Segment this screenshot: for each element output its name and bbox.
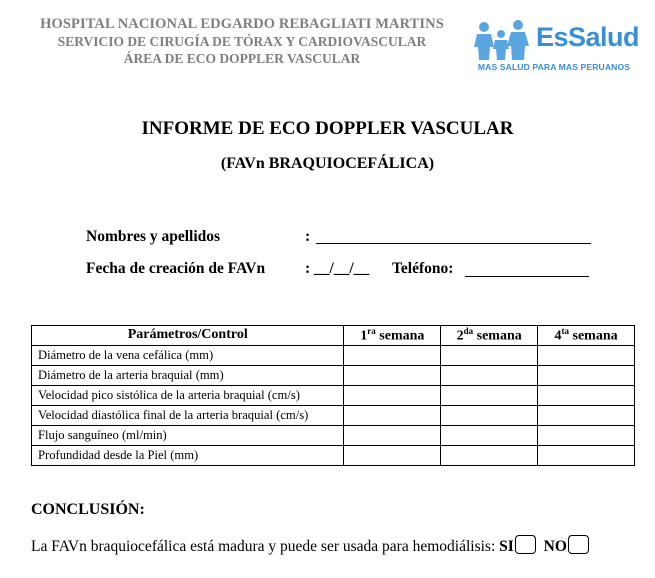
- logo-tagline: MAS SALUD PARA MAS PERUANOS: [477, 62, 631, 72]
- week-1-cell[interactable]: [344, 385, 441, 405]
- report-title: INFORME DE ECO DOPPLER VASCULAR: [141, 118, 514, 139]
- report-subtitle: (FAVn BRAQUIOCEFÁLICA): [220, 155, 435, 172]
- parameter-label: Velocidad pico sistólica de la arteria braquial (cm/s): [32, 385, 344, 405]
- week-4-cell[interactable]: [538, 345, 635, 365]
- conclusion-heading: CONCLUSIÓN:: [31, 501, 145, 518]
- parameter-label: Diámetro de la arteria braquial (mm): [32, 365, 344, 385]
- logo-wordmark: EsSalud: [536, 22, 640, 52]
- conclusion-text: La FAVn braquiocefálica está madura y puede ser usada para hemodiálisis:: [31, 538, 500, 555]
- yes-checkbox[interactable]: [515, 535, 536, 554]
- parameter-label: Profundidad desde la Piel (mm): [32, 445, 344, 465]
- parameter-label: Diámetro de la vena cefálica (mm): [32, 345, 344, 365]
- table-row: [32, 425, 635, 445]
- week-2-cell[interactable]: [441, 425, 538, 445]
- week-4-cell[interactable]: [538, 405, 635, 425]
- parameter-label: Velocidad diastólica final de la arteria braquial (cm/s): [32, 405, 344, 425]
- week-4-cell[interactable]: [538, 385, 635, 405]
- week-2-cell[interactable]: [441, 365, 538, 385]
- week-1-cell[interactable]: [344, 365, 441, 385]
- table-row: [32, 405, 635, 425]
- no-label: NO: [543, 538, 567, 555]
- table-row: [32, 345, 635, 365]
- table-row: [32, 365, 635, 385]
- phone-input-line[interactable]: [465, 276, 589, 277]
- parameter-label: Flujo sanguíneo (ml/min): [32, 425, 344, 445]
- no-checkbox[interactable]: [568, 535, 589, 554]
- header-week-1: $1^{ra}$ semana: [344, 326, 441, 346]
- week-1-cell[interactable]: [344, 405, 441, 425]
- name-colon: :: [305, 228, 311, 245]
- conclusion-line: [31, 535, 589, 556]
- header-week-2: $2^{da}$ semana: [441, 326, 538, 346]
- week-2-cell[interactable]: [441, 385, 538, 405]
- week-4-cell[interactable]: [538, 425, 635, 445]
- header-week-4: $4^{ta}$ semana: [538, 326, 635, 346]
- area-name: ÁREA DE ECO DOPPLER VASCULAR: [123, 51, 361, 66]
- name-input-line[interactable]: [316, 243, 591, 244]
- week-1-cell[interactable]: [344, 445, 441, 465]
- header-parameters: Parámetros/Control: [32, 326, 344, 346]
- hospital-name: HOSPITAL NACIONAL EDGARDO REBAGLIATI MARTINS: [40, 16, 444, 32]
- week-4-cell[interactable]: [538, 365, 635, 385]
- week-2-cell[interactable]: [441, 405, 538, 425]
- table-row: [32, 445, 635, 465]
- phone-label: Teléfono:: [392, 260, 454, 277]
- yes-label: SI: [499, 538, 514, 555]
- family-icon: [474, 18, 538, 62]
- week-2-cell[interactable]: [441, 345, 538, 365]
- date-input[interactable]: : __/__/__: [305, 260, 370, 277]
- service-name: SERVICIO DE CIRUGÍA DE TÓRAX Y CARDIOVASCULAR: [57, 34, 427, 49]
- week-1-cell[interactable]: [344, 425, 441, 445]
- week-4-cell[interactable]: [538, 445, 635, 465]
- essalud-logo: [474, 18, 640, 78]
- hospital-header: [22, 16, 462, 67]
- table-header-row: [32, 326, 635, 346]
- week-1-cell[interactable]: [344, 345, 441, 365]
- date-label: Fecha de creación de FAVn: [86, 260, 266, 277]
- name-label: Nombres y apellidos: [86, 228, 221, 245]
- table-row: [32, 385, 635, 405]
- parameters-table: [31, 325, 635, 466]
- week-2-cell[interactable]: [441, 445, 538, 465]
